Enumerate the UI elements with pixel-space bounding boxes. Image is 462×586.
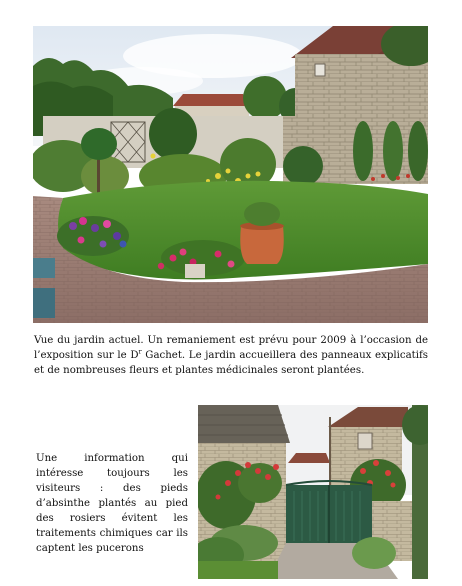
caption-text-end: Gachet. Le jardin accueillera des panneaux explicatifs et de nombreuses fleurs et plantes médicinales seront plantées. [34, 350, 428, 376]
caption-superscript: r [138, 347, 142, 356]
caption-text-start: Vue du jardin actuel. Un remaniement est prévu pour 2009 à l’occasion de l’exposition sur le D [34, 335, 428, 361]
gate-photo-illustration [198, 405, 428, 579]
absinthe-note: Une information qui intéresse toujours les visiteurs : des pieds d’absinthe plantés au pied des rosiers évitent les traitements chimiques car ils captent les pucerons [36, 453, 188, 554]
garden-caption [34, 333, 428, 378]
garden-photo-illustration [33, 26, 428, 323]
garden-photo [33, 26, 428, 323]
gate-photo [198, 405, 428, 579]
